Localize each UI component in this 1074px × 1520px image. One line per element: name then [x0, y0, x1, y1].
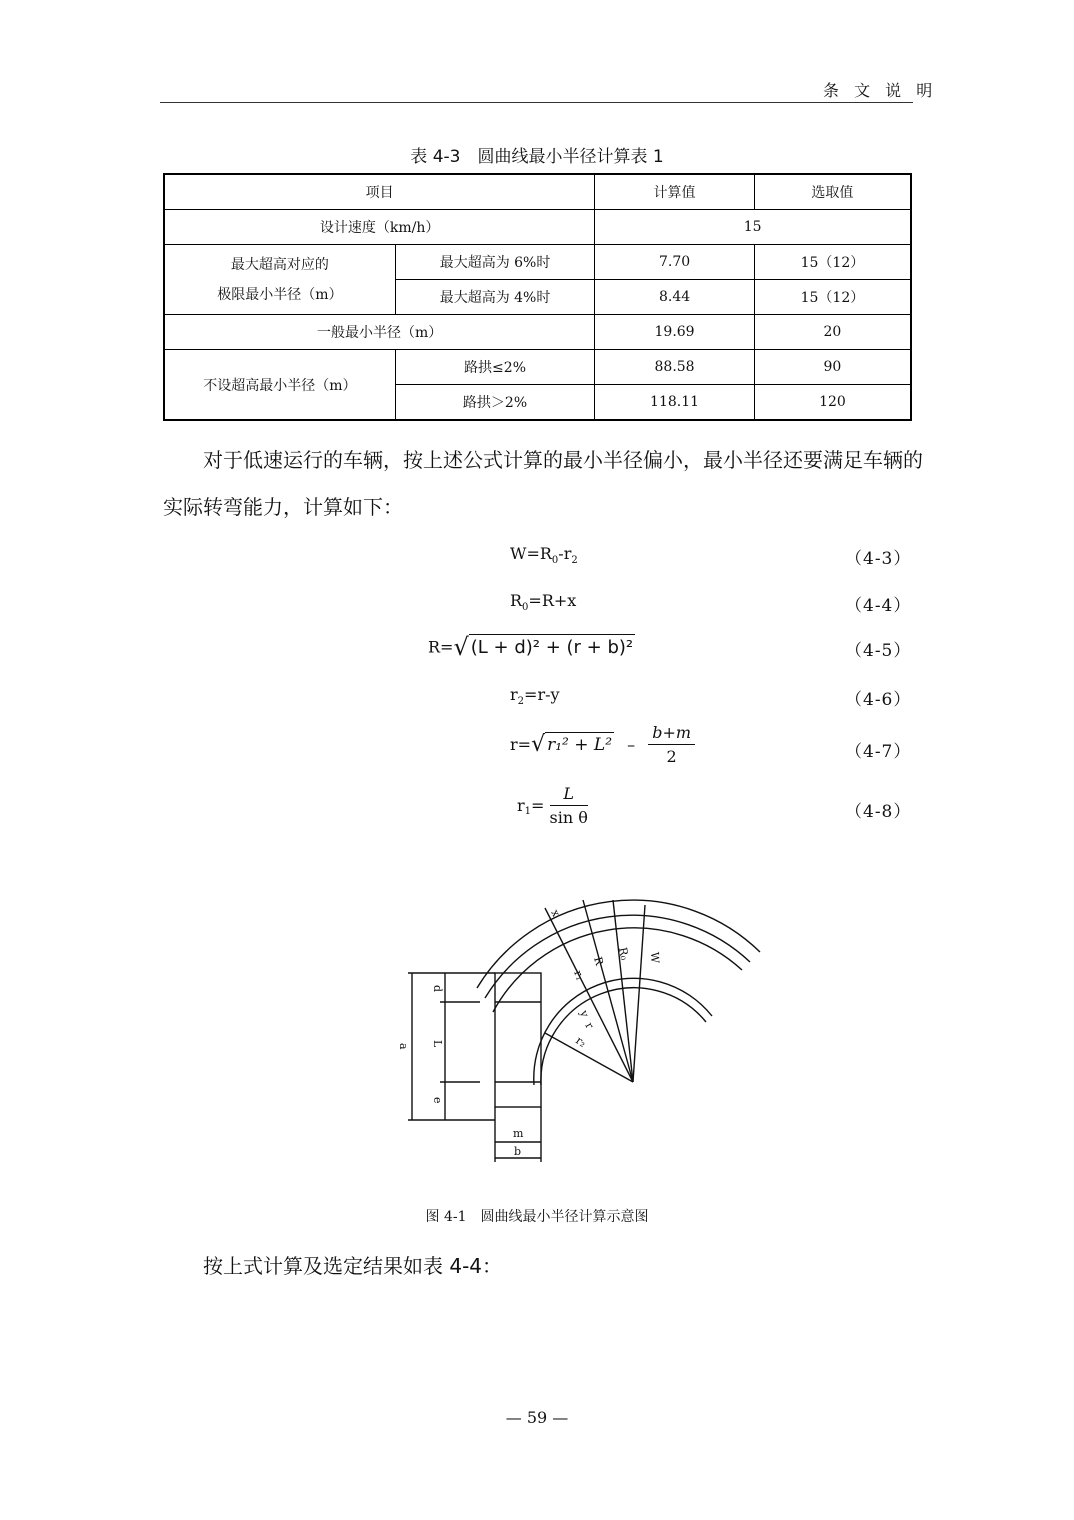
table-cell: 20 [754, 315, 911, 350]
eq-text: =r-y [524, 685, 560, 704]
fraction [648, 723, 695, 766]
table-cell: 15（12） [754, 280, 911, 315]
limit-radius-label [164, 245, 395, 315]
label-a: a [397, 1043, 410, 1050]
label-r1: r₁ [571, 968, 587, 983]
table-cell: 90 [754, 350, 911, 385]
table-cell: 路拱＞2% [395, 385, 594, 421]
radial-line [633, 905, 645, 1082]
radial-line [545, 1033, 633, 1082]
design-speed-value: 15 [595, 210, 911, 245]
paragraph-text: 对于低速运行的车辆，按上述公式计算的最小半径偏小，最小半径还要满足车辆的实际转弯能力，计算如下： [163, 448, 923, 519]
inner-arc-r [541, 988, 706, 1085]
eq-subscript: 1 [524, 806, 532, 818]
table-cell: 120 [754, 385, 911, 421]
eq-subscript: 2 [571, 555, 578, 567]
equation-4-4 [510, 591, 576, 613]
eq-subscript: 2 [517, 696, 525, 708]
fraction-numerator: L [550, 784, 588, 806]
paragraph-text: 按上式计算及选定结果如表 4-4： [203, 1254, 503, 1278]
table-cell: 19.69 [595, 315, 755, 350]
equation-4-6 [510, 685, 560, 707]
eq-text: r [510, 685, 518, 704]
table-cell: 88.58 [595, 350, 755, 385]
radius-table [163, 173, 912, 421]
fraction-numerator: b+m [648, 723, 695, 745]
equation-number: （4-5） [845, 641, 912, 661]
sqrt-radicand: r₁² + L² [545, 732, 614, 755]
body-paragraph [163, 1243, 923, 1290]
equation-number: （4-8） [845, 802, 912, 822]
label-x: x [548, 907, 563, 919]
label-d: d [431, 985, 444, 993]
running-header: 条 文 说 明 [823, 81, 938, 100]
figure-caption: 图 4-1 圆曲线最小半径计算示意图 [425, 1209, 649, 1225]
radial-line [583, 900, 633, 1082]
table-row [164, 210, 911, 245]
equation-4-8 [517, 784, 588, 827]
equation-4-3 [510, 544, 578, 566]
header-selected: 选取值 [754, 174, 911, 210]
header-item: 项目 [164, 174, 595, 210]
table-caption: 表 4-3 圆曲线最小半径计算表 1 [410, 147, 664, 167]
table-cell: 最大超高为 4%时 [395, 280, 594, 315]
eq-subscript: 0 [522, 602, 529, 614]
table-row [164, 245, 911, 280]
label-y: y [577, 1008, 592, 1019]
equation-number: （4-7） [845, 742, 912, 762]
label-e: e [431, 1097, 444, 1104]
sqrt-sign: √ [531, 732, 546, 757]
table-cell: 8.44 [595, 280, 755, 315]
table-header-row [164, 174, 911, 210]
eq-text: R= [428, 637, 454, 657]
table-row [164, 315, 911, 350]
fraction [550, 784, 588, 827]
limit-radius-label-line1: 最大超高对应的 [230, 256, 329, 273]
no-superelevation-label: 不设超高最小半径（m） [164, 350, 395, 421]
design-speed-label: 设计速度（km/h） [164, 210, 595, 245]
general-radius-label: 一般最小半径（m） [164, 315, 595, 350]
body-paragraph [163, 437, 923, 531]
eq-text: W=R [510, 544, 552, 563]
eq-text: =R+x [528, 591, 577, 610]
fraction-denominator: 2 [666, 747, 677, 766]
header-computed: 计算值 [595, 174, 755, 210]
table-cell: 15（12） [754, 245, 911, 280]
sqrt-sign: √ [453, 633, 469, 661]
equation-number: （4-6） [845, 690, 912, 710]
label-b: b [514, 1145, 522, 1158]
fraction-denominator: sin θ [549, 808, 588, 827]
equation-number: （4-4） [845, 596, 912, 616]
vehicle-rect [495, 973, 541, 1107]
equation-4-7 [510, 723, 695, 766]
table-cell: 118.11 [595, 385, 755, 421]
table-cell: 路拱≤2% [395, 350, 594, 385]
eq-text: R [510, 591, 523, 610]
radius-diagram [390, 880, 770, 1170]
label-m: m [513, 1127, 524, 1140]
table-cell: 7.70 [595, 245, 755, 280]
header-rule [160, 102, 913, 103]
label-r2: r₂ [573, 1033, 589, 1051]
eq-text: – [627, 735, 636, 754]
table-row [164, 350, 911, 385]
label-r: r [582, 1020, 597, 1032]
eq-text: r [517, 796, 525, 815]
eq-text: r= [510, 735, 532, 754]
eq-text: -r [558, 544, 572, 563]
label-R0: R₀ [616, 946, 632, 962]
label-R: R [591, 955, 606, 967]
table-cell: 最大超高为 6%时 [395, 245, 594, 280]
label-L: L [431, 1040, 444, 1048]
label-W: W [648, 951, 662, 964]
sqrt-radicand: (L + d)² + (r + b)² [469, 634, 635, 658]
limit-radius-label-line2: 极限最小半径（m） [217, 286, 343, 303]
eq-subscript: 0 [551, 555, 559, 567]
eq-text: = [531, 796, 550, 815]
equation-4-5 [428, 633, 635, 661]
page-number: — 59 — [505, 1408, 569, 1427]
equation-number: （4-3） [845, 549, 912, 569]
